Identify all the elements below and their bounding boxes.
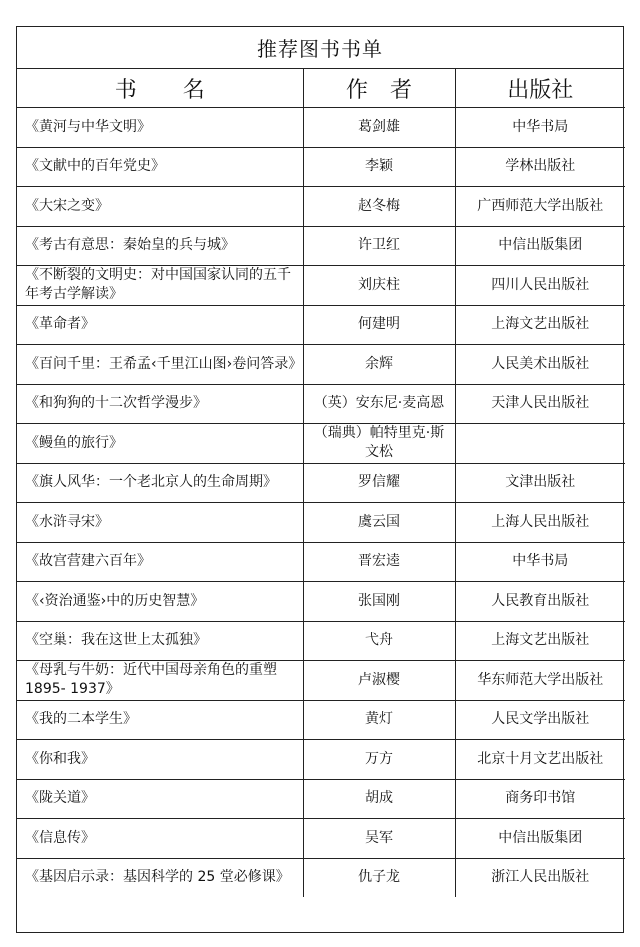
book-title-cell: 《百问千里：王希孟‹千里江山图›卷问答录》 xyxy=(17,345,303,385)
book-title-cell: 《你和我》 xyxy=(17,740,303,780)
table-row xyxy=(17,779,625,819)
publisher-cell: 学林出版社 xyxy=(455,147,625,187)
column-header-author: 作者 xyxy=(303,69,455,108)
author-cell: 刘庆柱 xyxy=(303,266,455,306)
table-row xyxy=(17,384,625,424)
author-cell: 余辉 xyxy=(303,345,455,385)
publisher-cell: 上海人民出版社 xyxy=(455,503,625,543)
table-row xyxy=(17,266,625,306)
book-title-cell: 《母乳与牛奶：近代中国母亲角色的重塑1895- 1937》 xyxy=(17,661,303,701)
publisher-cell: 上海文艺出版社 xyxy=(455,305,625,345)
author-cell: 晋宏逵 xyxy=(303,542,455,582)
table-row xyxy=(17,582,625,622)
publisher-cell: 商务印书馆 xyxy=(455,779,625,819)
table-row xyxy=(17,345,625,385)
column-header-publisher: 出版社 xyxy=(455,69,625,108)
table-row xyxy=(17,108,625,148)
author-cell: 胡成 xyxy=(303,779,455,819)
author-cell: 卢淑樱 xyxy=(303,661,455,701)
table-row xyxy=(17,661,625,701)
book-title-cell: 《‹资治通鉴›中的历史智慧》 xyxy=(17,582,303,622)
author-cell: 万方 xyxy=(303,740,455,780)
table-row xyxy=(17,305,625,345)
table-row xyxy=(17,740,625,780)
author-cell: （英）安东尼·麦高恩 xyxy=(303,384,455,424)
table-row xyxy=(17,147,625,187)
table-row xyxy=(17,187,625,227)
author-cell: 葛剑雄 xyxy=(303,108,455,148)
book-table xyxy=(17,69,625,897)
author-cell: 赵冬梅 xyxy=(303,187,455,227)
author-cell: 弋舟 xyxy=(303,621,455,661)
book-title-cell: 《基因启示录：基因科学的 25 堂必修课》 xyxy=(17,858,303,897)
publisher-cell: 华东师范大学出版社 xyxy=(455,661,625,701)
publisher-cell: 人民美术出版社 xyxy=(455,345,625,385)
publisher-cell: 人民教育出版社 xyxy=(455,582,625,622)
book-title-cell: 《和狗狗的十二次哲学漫步》 xyxy=(17,384,303,424)
table-row xyxy=(17,621,625,661)
table-row xyxy=(17,542,625,582)
publisher-cell: 广西师范大学出版社 xyxy=(455,187,625,227)
publisher-cell: 上海文艺出版社 xyxy=(455,621,625,661)
publisher-cell: 中华书局 xyxy=(455,542,625,582)
table-row xyxy=(17,503,625,543)
publisher-cell: 中华书局 xyxy=(455,108,625,148)
book-title-cell: 《信息传》 xyxy=(17,819,303,859)
table-row xyxy=(17,700,625,740)
publisher-cell: 文津出版社 xyxy=(455,463,625,503)
author-cell: 罗信耀 xyxy=(303,463,455,503)
column-header-book: 书名 xyxy=(17,69,303,108)
table-body xyxy=(17,108,625,898)
publisher-cell: 北京十月文艺出版社 xyxy=(455,740,625,780)
publisher-cell: 人民文学出版社 xyxy=(455,700,625,740)
book-title-cell: 《我的二本学生》 xyxy=(17,700,303,740)
book-title-cell: 《鳗鱼的旅行》 xyxy=(17,424,303,464)
book-title-cell: 《不断裂的文明史：对中国国家认同的五千年考古学解读》 xyxy=(17,266,303,306)
book-title-cell: 《故宫营建六百年》 xyxy=(17,542,303,582)
author-cell: 仇子龙 xyxy=(303,858,455,897)
book-title-cell: 《大宋之变》 xyxy=(17,187,303,227)
author-cell: 何建明 xyxy=(303,305,455,345)
book-title-cell: 《革命者》 xyxy=(17,305,303,345)
publisher-cell: 中信出版集团 xyxy=(455,226,625,266)
page-title: 推荐图书书单 xyxy=(17,27,623,69)
table-row xyxy=(17,424,625,464)
author-cell: （瑞典）帕特里克·斯文松 xyxy=(303,424,455,464)
publisher-cell: 天津人民出版社 xyxy=(455,384,625,424)
table-row xyxy=(17,858,625,897)
author-cell: 张国刚 xyxy=(303,582,455,622)
table-row xyxy=(17,819,625,859)
book-list-sheet xyxy=(16,26,624,933)
header-row xyxy=(17,69,625,108)
book-title-cell: 《水浒寻宋》 xyxy=(17,503,303,543)
author-cell: 许卫红 xyxy=(303,226,455,266)
book-title-cell: 《黄河与中华文明》 xyxy=(17,108,303,148)
table-row xyxy=(17,226,625,266)
author-cell: 李颖 xyxy=(303,147,455,187)
book-title-cell: 《空巢：我在这世上太孤独》 xyxy=(17,621,303,661)
book-title-cell: 《旗人风华：一个老北京人的生命周期》 xyxy=(17,463,303,503)
author-cell: 吴军 xyxy=(303,819,455,859)
book-title-cell: 《陇关道》 xyxy=(17,779,303,819)
book-title-cell: 《文献中的百年党史》 xyxy=(17,147,303,187)
author-cell: 黄灯 xyxy=(303,700,455,740)
publisher-cell xyxy=(455,424,625,464)
publisher-cell: 浙江人民出版社 xyxy=(455,858,625,897)
publisher-cell: 四川人民出版社 xyxy=(455,266,625,306)
author-cell: 虞云国 xyxy=(303,503,455,543)
book-title-cell: 《考古有意思：秦始皇的兵与城》 xyxy=(17,226,303,266)
publisher-cell: 中信出版集团 xyxy=(455,819,625,859)
table-row xyxy=(17,463,625,503)
